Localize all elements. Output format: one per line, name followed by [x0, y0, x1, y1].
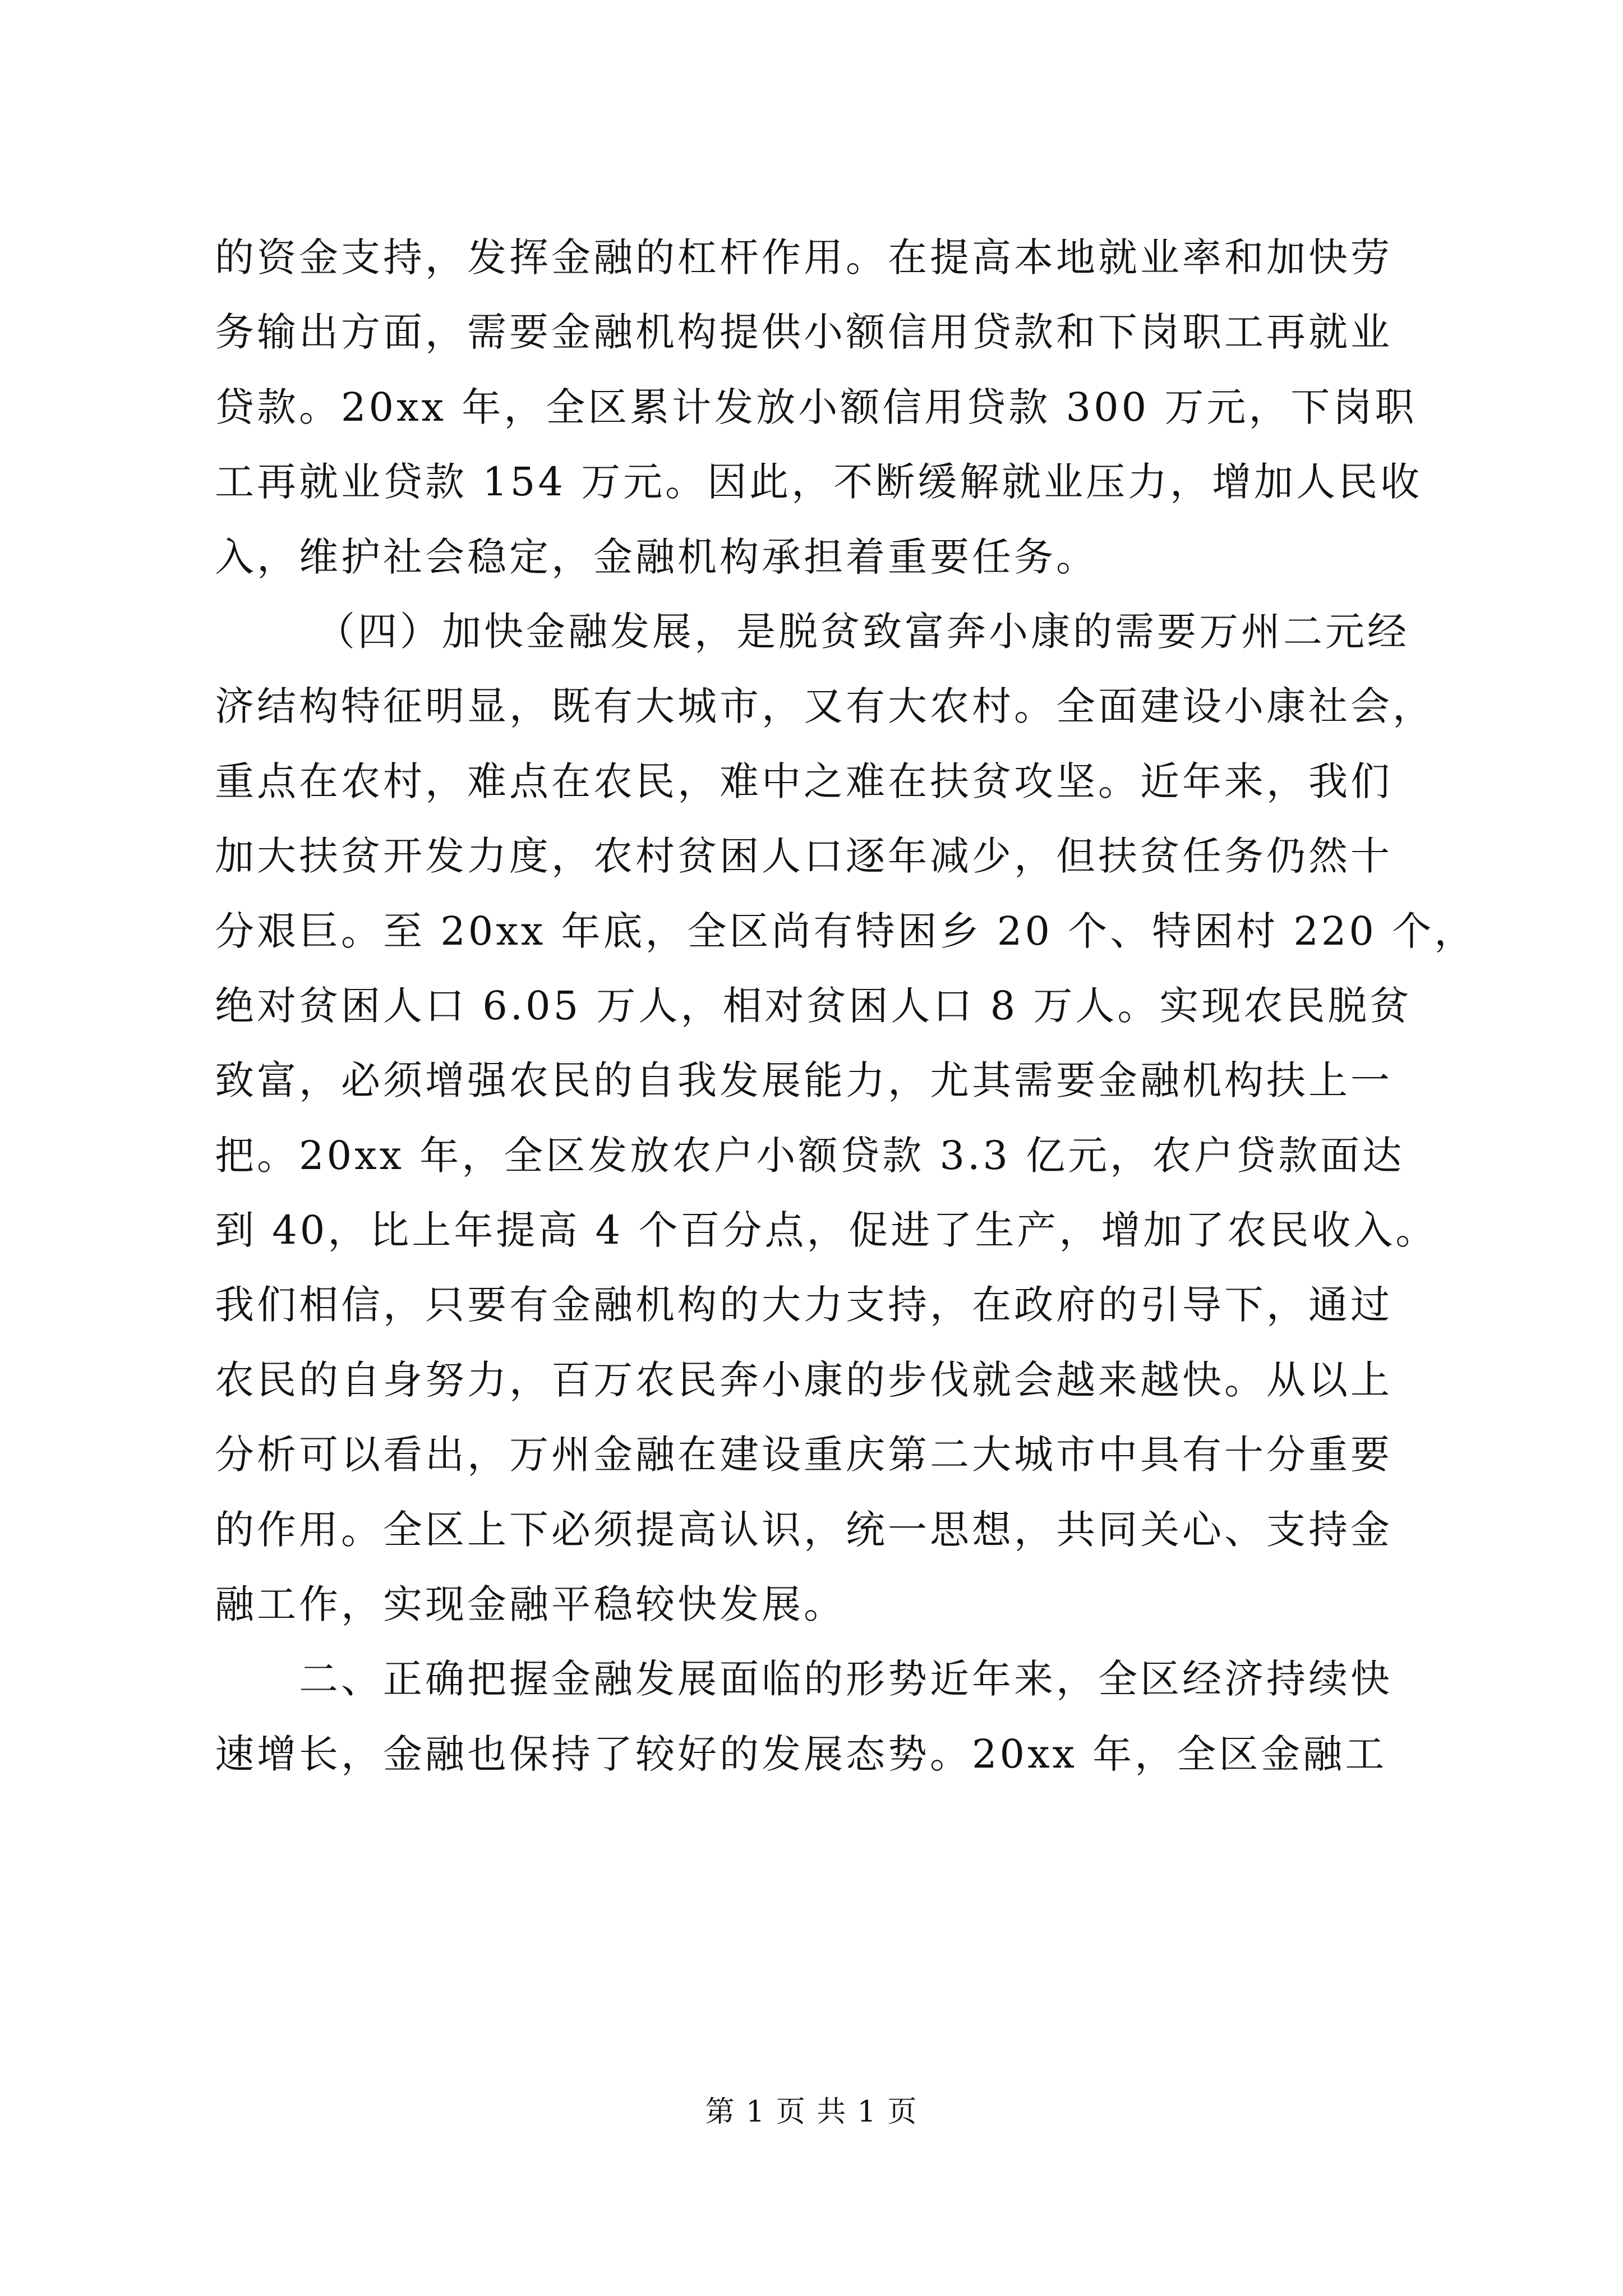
- text-line: 务输出方面，需要金融机构提供小额信用贷款和下岗职工再就业: [215, 309, 1393, 356]
- text-line: 绝对贫困人口 6.05 万人，相对贫困人口 8 万人。实现农民脱贫: [215, 982, 1412, 1029]
- text-line: 把。20xx 年，全区发放农户小额贷款 3.3 亿元，农户贷款面达: [215, 1132, 1405, 1179]
- text-line: 分艰巨。至 20xx 年底，全区尚有特困乡 20 个、特困村 220 个，: [215, 908, 1477, 954]
- text-line: 致富，必须增强农民的自我发展能力，尤其需要金融机构扶上一: [215, 1057, 1393, 1104]
- text-line: 济结构特征明显，既有大城市，又有大农村。全面建设小康社会，: [215, 683, 1435, 730]
- text-line: 贷款。20xx 年，全区累计发放小额信用贷款 300 万元，下岗职: [215, 384, 1417, 430]
- body-text: [215, 220, 1477, 1792]
- text-line: （四）加快金融发展，是脱贫致富奔小康的需要万州二元经: [316, 608, 1409, 655]
- text-line: 分析可以看出，万州金融在建设重庆第二大城市中具有十分重要: [215, 1432, 1393, 1478]
- text-line: 加大扶贫开发力度，农村贫困人口逐年减少，但扶贫任务仍然十: [215, 833, 1393, 880]
- text-line: 的作用。全区上下必须提高认识，统一思想，共同关心、支持金: [215, 1506, 1393, 1553]
- text-line: 速增长，金融也保持了较好的发展态势。20xx 年，全区金融工: [215, 1731, 1387, 1777]
- page-number-footer: 第 1 页 共 1 页: [705, 2095, 918, 2129]
- text-line: 到 40，比上年提高 4 个百分点，促进了生产，增加了农民收入。: [215, 1207, 1438, 1254]
- text-line: 二、正确把握金融发展面临的形势近年来，全区经济持续快: [299, 1656, 1393, 1703]
- text-line: 的资金支持，发挥金融的杠杆作用。在提高本地就业率和加快劳: [215, 234, 1393, 280]
- text-line: 我们相信，只要有金融机构的大力支持，在政府的引导下，通过: [215, 1282, 1393, 1328]
- text-line: 融工作，实现金融平稳较快发展。: [215, 1581, 846, 1628]
- text-line: 工再就业贷款 154 万元。因此，不断缓解就业压力，增加人民收: [215, 459, 1423, 505]
- text-line: 农民的自身努力，百万农民奔小康的步伐就会越来越快。从以上: [215, 1356, 1393, 1403]
- text-line: 入，维护社会稳定，金融机构承担着重要任务。: [215, 533, 1098, 580]
- text-line: 重点在农村，难点在农民，难中之难在扶贫攻坚。近年来，我们: [215, 758, 1393, 804]
